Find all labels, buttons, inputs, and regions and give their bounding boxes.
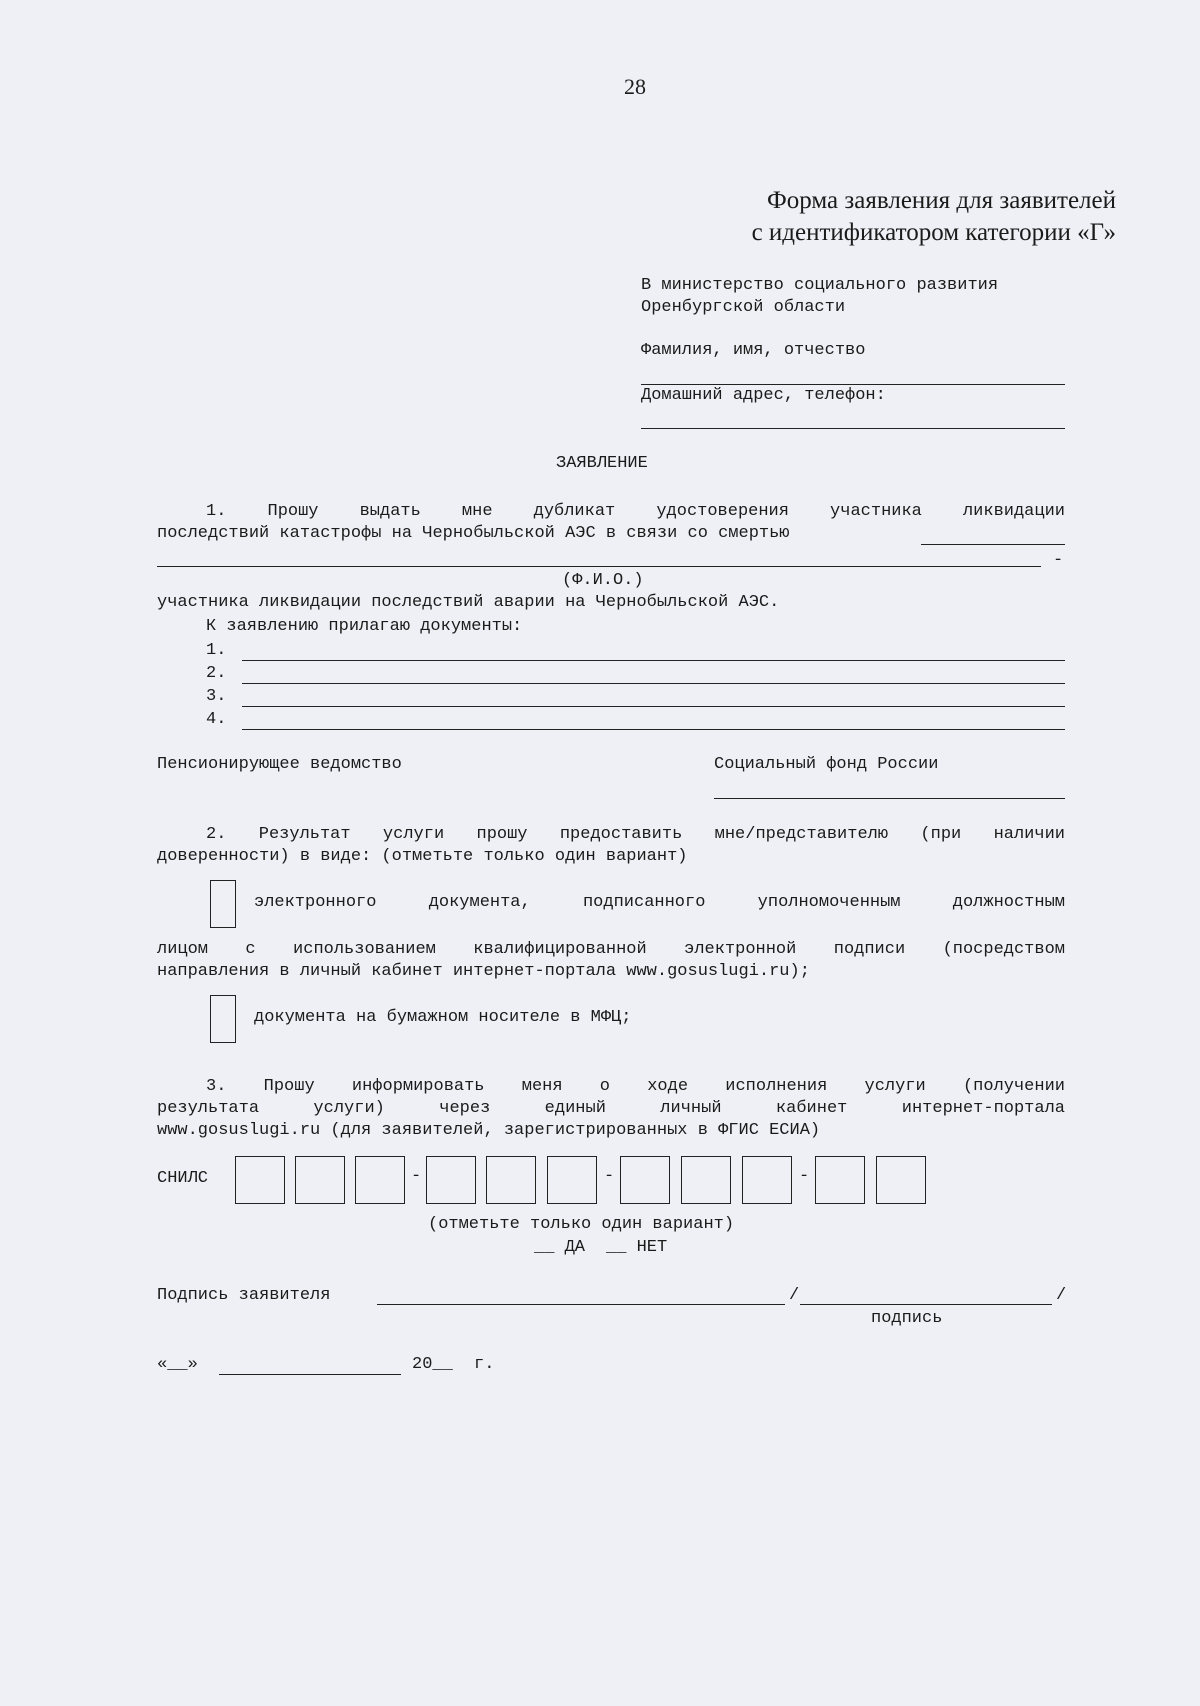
doc-line-4[interactable] — [242, 729, 1065, 730]
snils-digit-10[interactable] — [815, 1156, 865, 1204]
snils-digit-2[interactable] — [295, 1156, 345, 1204]
option1-line2: лицом с использованием квалифицированной электронной подписи (посредством — [157, 940, 1065, 959]
deceased-name-line-a[interactable] — [921, 544, 1065, 545]
fio-label: Фамилия, имя, отчество — [641, 341, 866, 360]
date-year-suffix: г. — [474, 1355, 495, 1374]
section3-line2: результата услуги) через единый личный кабинет интернет-портала — [157, 1099, 1065, 1118]
snils-separator-3: - — [799, 1167, 810, 1186]
snils-digit-5[interactable] — [486, 1156, 536, 1204]
snils-no[interactable]: __ НЕТ — [606, 1238, 668, 1257]
date-month-line[interactable] — [219, 1374, 401, 1375]
pension-label: Пенсионирующее ведомство — [157, 755, 402, 774]
fio-hint: (Ф.И.О.) — [562, 571, 644, 590]
section1-line1: 1. Прошу выдать мне дубликат удостоверения участника ликвидации — [206, 502, 1065, 521]
signature-slash-1: / — [789, 1286, 800, 1305]
snils-separator-2: - — [604, 1167, 615, 1186]
section1-line2: последствий катастрофы на Чернобыльской АЭС в связи со смертью — [157, 524, 790, 543]
doc-number-4: 4. — [206, 710, 227, 729]
snils-digit-7[interactable] — [620, 1156, 670, 1204]
form-title-line1: Форма заявления для заявителей — [767, 187, 1116, 214]
doc-number-2: 2. — [206, 664, 227, 683]
snils-digit-6[interactable] — [547, 1156, 597, 1204]
section2-line1: 2. Результат услуги прошу предоставить мне/представителю (при наличии — [206, 825, 1065, 844]
option-paper-checkbox[interactable] — [210, 995, 236, 1043]
option1-line3: направления в личный кабинет интернет-портала www.gosuslugi.ru); — [157, 962, 810, 981]
doc-number-1: 1. — [206, 641, 227, 660]
section2-line2: доверенности) в виде: (отметьте только один вариант) — [157, 847, 688, 866]
pension-value: Социальный фонд России — [714, 755, 939, 774]
documents-label: К заявлению прилагаю документы: — [206, 617, 523, 636]
date-year[interactable]: 20__ — [412, 1355, 453, 1374]
section1-line3: участника ликвидации последствий аварии на Чернобыльской АЭС. — [157, 593, 780, 612]
snils-digit-4[interactable] — [426, 1156, 476, 1204]
pension-line[interactable] — [714, 798, 1065, 799]
deceased-name-line-b[interactable] — [157, 566, 1041, 567]
doc-number-3: 3. — [206, 687, 227, 706]
statement-heading: ЗАЯВЛЕНИЕ — [556, 454, 648, 473]
address-input-line[interactable] — [641, 428, 1065, 429]
snils-digit-8[interactable] — [681, 1156, 731, 1204]
snils-label: СНИЛС — [157, 1169, 209, 1188]
doc-line-3[interactable] — [242, 706, 1065, 707]
snils-yes[interactable]: __ ДА — [534, 1238, 586, 1257]
option-electronic-checkbox[interactable] — [210, 880, 236, 928]
snils-digit-3[interactable] — [355, 1156, 405, 1204]
doc-line-2[interactable] — [242, 683, 1065, 684]
address-label: Домашний адрес, телефон: — [641, 386, 886, 405]
recipient-line2: Оренбургской области — [641, 298, 846, 317]
snils-hint: (отметьте только один вариант) — [428, 1215, 735, 1234]
signature-name-line[interactable] — [377, 1304, 785, 1305]
form-title-line2: с идентификатором категории «Г» — [751, 219, 1116, 246]
doc-line-1[interactable] — [242, 660, 1065, 661]
snils-separator-1: - — [411, 1167, 422, 1186]
signature-slash-2: / — [1056, 1286, 1067, 1305]
signature-label: Подпись заявителя — [157, 1286, 331, 1305]
option1-line1: электронного документа, подписанного уполномоченным должностным — [254, 893, 1065, 912]
snils-digit-9[interactable] — [742, 1156, 792, 1204]
section3-line3: www.gosuslugi.ru (для заявителей, зарегистрированных в ФГИС ЕСИА) — [157, 1121, 821, 1140]
section3-line1: 3. Прошу информировать меня о ходе исполнения услуги (получении — [206, 1077, 1065, 1096]
page-number: 28 — [624, 74, 646, 99]
date-day[interactable]: «__» — [157, 1355, 198, 1374]
signature-sign-line[interactable] — [800, 1304, 1052, 1305]
signature-caption: подпись — [871, 1309, 943, 1328]
snils-digit-11[interactable] — [876, 1156, 926, 1204]
snils-digit-1[interactable] — [235, 1156, 285, 1204]
recipient-line1: В министерство социального развития — [641, 276, 999, 295]
line-dash: - — [1053, 551, 1064, 570]
option2-text: документа на бумажном носителе в МФЦ; — [254, 1008, 632, 1027]
